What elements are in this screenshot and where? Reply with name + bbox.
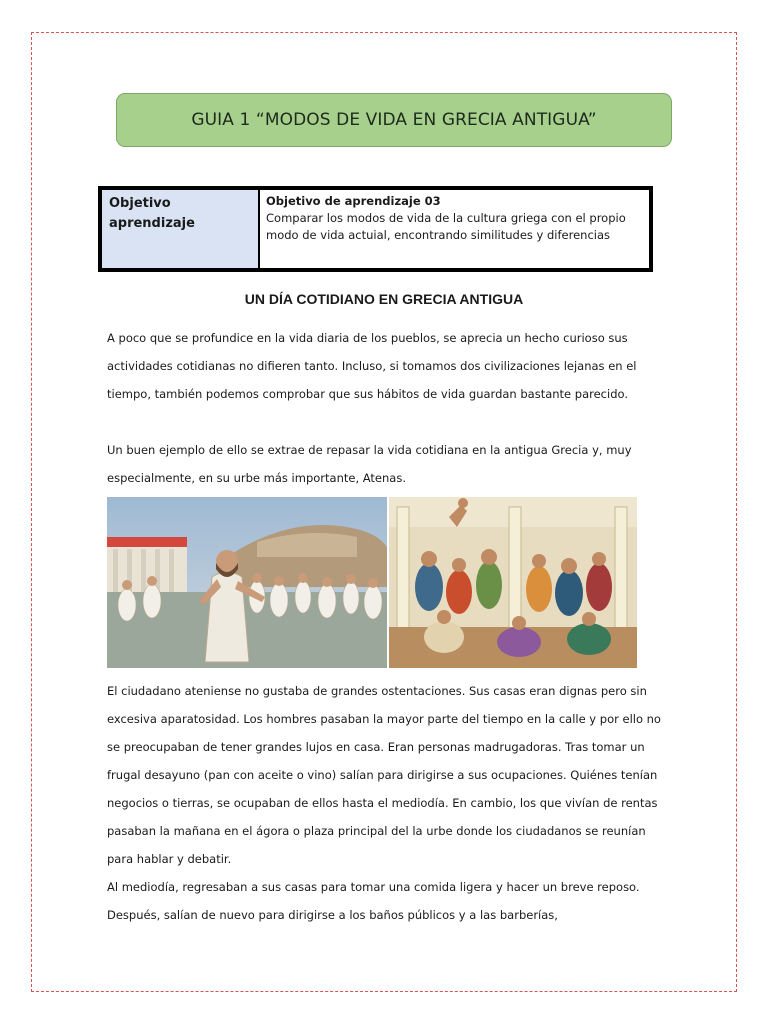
paragraph-citizen: El ciudadano ateniense no gustaba de grandes ostentaciones. Sus casas eran dignas pero sin excesiva aparatosidad. Los hombres pasaban la mayor parte del tiempo en la calle y por ello no se preocupaban de tener grandes lujos en casa. Eran personas madrugadoras. Tras tomar un frugal desayuno (pan con aceite o vino) salían para dirigirse a sus ocupaciones. Quiénes tenían negocios o tierras, se ocupaban de ellos hasta el mediodía. En cambio, los que vivían de rentas pasaban la mañana en el ágora o plaza principal del la urbe donde los ciudadanos se reunían para hablar y debatir. bbox=[107, 684, 661, 866]
page-title: GUIA 1 “MODOS DE VIDA EN GRECIA ANTIGUA” bbox=[191, 110, 597, 130]
objective-table bbox=[98, 186, 653, 272]
objective-content bbox=[260, 190, 649, 268]
paragraph-midday: Al mediodía, regresaban a sus casas para tomar una comida ligera y hacer un breve reposo. Después, salían de nuevo para dirigirse a los baños públicos y a las barberías, bbox=[107, 880, 640, 922]
paragraph-intro: A poco que se profundice en la vida diaria de los pueblos, se aprecia un hecho curioso sus actividades cotidianas no difieren tanto. Incluso, si tomamos dos civilizaciones lejanas en el tiempo, también podemos comprobar que sus hábitos de vida guardan bastante parecido. bbox=[107, 331, 637, 401]
paragraph-athens: Un buen ejemplo de ello se extrae de repasar la vida cotidiana en la antigua Grecia y, muy especialmente, en su urbe más importante, Atenas. bbox=[107, 443, 632, 485]
banquet-illustration bbox=[389, 497, 637, 668]
objective-text: Comparar los modos de vida de la cultura griega con el propio modo de vida actuial, encontrando similitudes y diferencias bbox=[266, 211, 626, 242]
objective-heading: Objetivo de aprendizaje 03 bbox=[266, 194, 441, 208]
objective-label: Objetivo aprendizaje bbox=[102, 190, 260, 268]
title-box bbox=[116, 93, 672, 147]
section-heading: UN DÍA COTIDIANO EN GRECIA ANTIGUA bbox=[244, 291, 524, 307]
agora-illustration bbox=[107, 497, 387, 668]
